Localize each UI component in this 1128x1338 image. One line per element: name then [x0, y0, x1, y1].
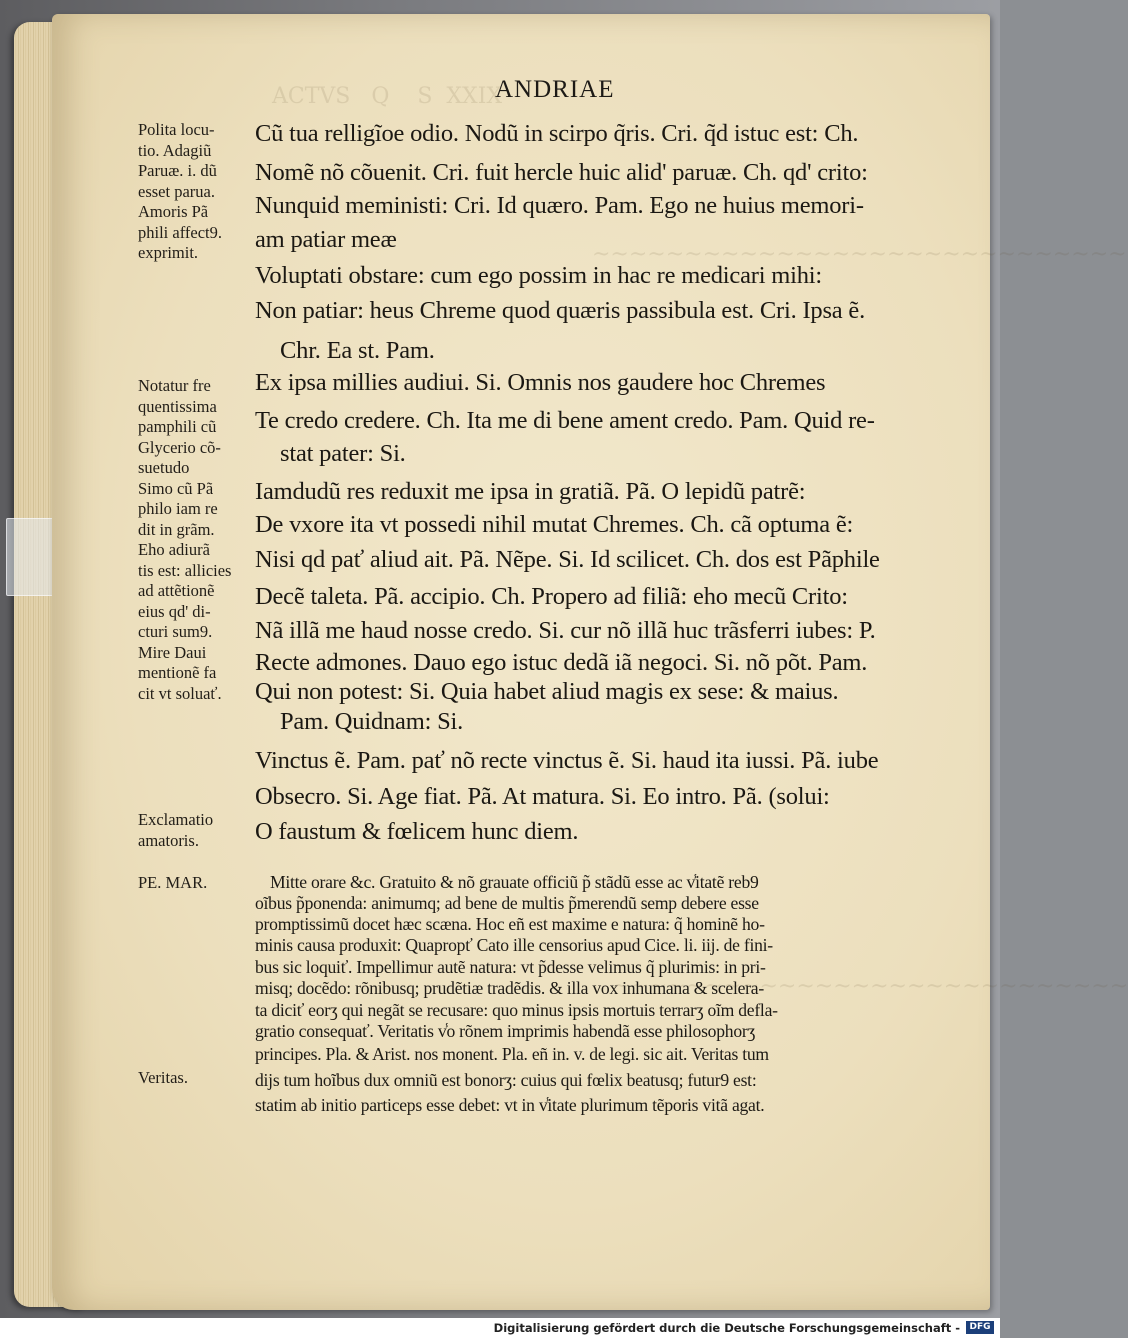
- text-line: Chr. Ea st. Pam.: [280, 337, 435, 364]
- text-line: am patiar meæ: [255, 226, 397, 253]
- commentary-line: minis causa produxit: Quapropť Cato ille censorius apud Cice. li. iij. de fini-: [255, 935, 773, 955]
- dfg-logo[interactable]: DFG: [966, 1321, 994, 1334]
- commentary-line: oĩbus p̃ponenda: animumq; ad bene de multis p̃merendũ semp debere esse: [255, 893, 759, 913]
- commentary-line: ta diciť eorʒ qui negãt se recusare: quo minus ipsis mortuis terrarʒ oĩm defla-: [255, 1000, 778, 1020]
- bleed-through: ~~~~~~~~~~~~~~~~~~~~~~~~~~~~: [612, 974, 1128, 999]
- text-line: Nomẽ nõ cõuenit. Cri. fuit hercle huic alid' paruæ. Ch. qd' crito:: [255, 159, 868, 186]
- text-line: Nisi qd pať aliud ait. Pã. Nẽpe. Si. Id scilicet. Ch. dos est Pãphile: [255, 546, 880, 573]
- footer-bar: [0, 1318, 1000, 1338]
- text-line: Pam. Quidnam: Si.: [280, 708, 464, 735]
- margin-note: Veritas.: [138, 1068, 188, 1087]
- text-line: Ex ipsa millies audiui. Si. Omnis nos gaudere hoc Chremes: [255, 369, 826, 396]
- text-line: Voluptati obstare: cum ego possim in hac re medicari mihi:: [255, 262, 822, 289]
- commentary-line: Mitte orare &c. Gratuito & nõ grauate officiũ p̃ stãdũ esse ac v̾itatẽ reb9: [270, 872, 759, 892]
- commentary-line: dijs tum hoĩbus dux omniũ est bonorʒ: cuius qui fœlix beatusq; futur9 est:: [255, 1070, 757, 1090]
- text-line: O faustum & fœlicem hunc diem.: [255, 818, 579, 845]
- commentary-line: misq; docẽdo: rõnibusq; prudẽtiæ tradẽdis. & illa vox inhumana & scelera-: [255, 978, 764, 998]
- text-line: Non patiar: heus Chreme quod quæris passibula est. Cri. Ipsa ẽ.: [255, 297, 865, 324]
- commentary-line: statim ab initio particeps esse debet: vt in v̾itate plurimum tẽporis vitã agat.: [255, 1095, 765, 1115]
- commentary-line: principes. Pla. & Arist. nos monent. Pla. eñ in. v. de legi. sic ait. Veritas tum: [255, 1044, 769, 1064]
- margin-note: PE. MAR.: [138, 873, 208, 892]
- running-head: ANDRIAE: [495, 76, 615, 103]
- text-line: Iamdudũ res reduxit me ipsa in gratiã. Pã. O lepidũ patrẽ:: [255, 478, 806, 505]
- bleed-through: ACTVS Q S XXIX: [272, 84, 503, 109]
- text-line: Vinctus ẽ. Pam. pať nõ recte vinctus ẽ. Si. haud ita iussi. Pã. iube: [255, 747, 879, 774]
- margin-note: Polita locu- tio. Adagiũ Paruæ. i. dũ esset parua. Amoris Pã phili affect9. exprimit.: [138, 120, 222, 262]
- text-line: Recte admones. Dauo ego istuc dedã iã negoci. Si. nõ põt. Pam.: [255, 649, 868, 676]
- text-line: Qui non potest: Si. Quia habet aliud magis ex sese: & maius.: [255, 678, 839, 705]
- text-line: Te credo credere. Ch. Ita me di bene ament credo. Pam. Quid re-: [255, 407, 875, 434]
- text-line: Decẽ taleta. Pã. accipio. Ch. Propero ad filiã: eho mecũ Crito:: [255, 583, 848, 610]
- margin-note: Exclamatio amatoris.: [138, 810, 214, 850]
- text-line: De vxore ita vt possedi nihil mutat Chremes. Ch. cã optuma ẽ:: [255, 511, 854, 538]
- text-line: Obsecro. Si. Age fiat. Pã. At matura. Si. Eo intro. Pã. (solui:: [255, 783, 830, 810]
- commentary-line: gratio consequať. Veritatis v̾o rõnem imprimis habendã esse philosophorʒ: [255, 1021, 756, 1041]
- funding-credit: Digitalisierung gefördert durch die Deutsche Forschungsgemeinschaft -: [493, 1321, 960, 1335]
- text-line: Cũ tua relligĩoe odio. Nodũ in scirpo q̃ris. Cri. q̃d istuc est: Ch.: [255, 120, 859, 147]
- commentary-line: bus sic loquiť. Impellimur autẽ natura: vt p̃desse velimus q̃ plurimis: in pri-: [255, 957, 766, 977]
- margin-note: Notatur fre quentissima pamphili cũ Glycerio cõ- suetudo Simo cũ Pã philo iam re dit in grãm. Eho adiurã tis est: allicies ad attẽtionẽ eius qd' di- cturi sum9. Mire Daui mentionẽ fa cit vt soluať.: [138, 376, 232, 703]
- bleed-through: ~~~~~~~~~~~~~~~~~~~~~~~~~~~~~: [592, 242, 1127, 267]
- text-line: stat pater: Si.: [280, 440, 406, 467]
- text-line: Nunquid meministi: Cri. Id quæro. Pam. Ego ne huius memori-: [255, 192, 864, 219]
- text-line: Nã illã me haud nosse credo. Si. cur nõ illã huc trãsferri iubes: P.: [255, 617, 876, 644]
- commentary-line: promptissimũ docet hæc scæna. Hoc eñ est maxime e natura: q̃ hominẽ ho-: [255, 914, 765, 934]
